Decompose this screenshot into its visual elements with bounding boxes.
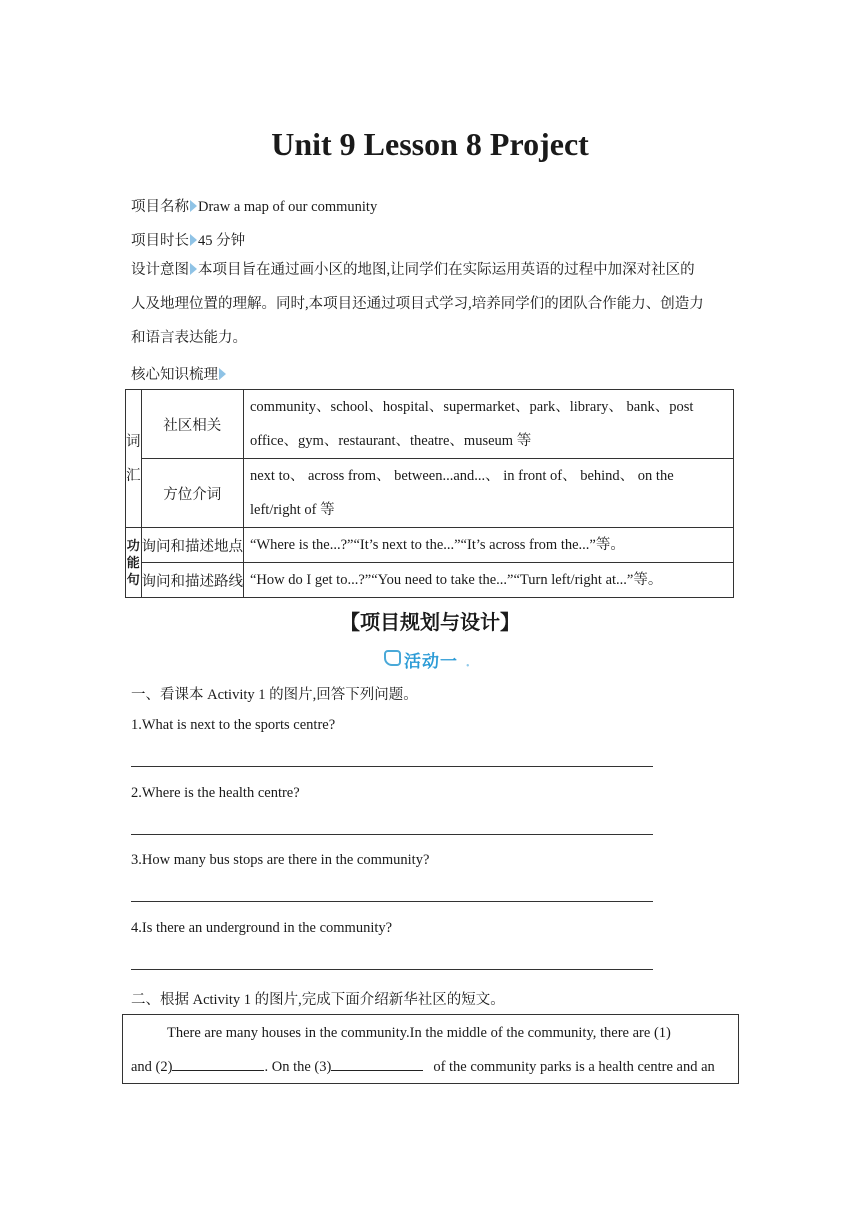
design-intent bbox=[131, 253, 733, 355]
row-content bbox=[244, 459, 734, 528]
answer-line-2[interactable] bbox=[131, 834, 653, 835]
design-intent-line: 本项目旨在通过画小区的地图,让同学们在实际运用英语的过程中加深对社区的 bbox=[198, 262, 695, 278]
passage-text bbox=[131, 1016, 731, 1084]
project-name-value: Draw a map of our community bbox=[198, 199, 378, 215]
row-label: 方位介词 bbox=[141, 459, 244, 528]
row-label: 询问和描述路线 bbox=[141, 563, 244, 598]
row-content-line: left/right of 等 bbox=[250, 502, 335, 518]
project-name-row bbox=[131, 195, 377, 216]
row-label: 询问和描述地点 bbox=[141, 528, 244, 563]
row-content-line: community、school、hospital、supermarket、park、library、 bank、post bbox=[250, 399, 694, 415]
arrow-icon bbox=[190, 234, 197, 246]
table-row bbox=[126, 528, 734, 563]
vocab-category-char: 词 bbox=[126, 433, 141, 450]
row-content: “How do I get to...?”“You need to take the...”“Turn left/right at...”等。 bbox=[244, 563, 734, 598]
passage-text-segment: of the community parks is a health centre and an bbox=[433, 1059, 715, 1075]
blank-2[interactable] bbox=[172, 1056, 264, 1071]
function-category-cell bbox=[126, 528, 142, 598]
question-2: 2.Where is the health centre? bbox=[131, 785, 300, 801]
blank-3[interactable] bbox=[331, 1056, 423, 1071]
answer-line-3[interactable] bbox=[131, 901, 653, 902]
part2-instruction: 二、根据 Activity 1 的图片,完成下面介绍新华社区的短文。 bbox=[131, 992, 505, 1008]
function-category-char: 句 bbox=[126, 572, 140, 587]
project-name-label: 项目名称 bbox=[131, 199, 189, 215]
passage-text-segment: . On the (3) bbox=[264, 1059, 332, 1075]
passage-text-segment: and (2) bbox=[131, 1059, 173, 1075]
design-intent-line: 和语言表达能力。 bbox=[131, 330, 247, 346]
question-1: 1.What is next to the sports centre? bbox=[131, 717, 336, 733]
section-heading: 【项目规划与设计】 bbox=[340, 610, 520, 634]
vocab-category-char: 汇 bbox=[126, 467, 141, 484]
speech-bubble-icon bbox=[384, 650, 401, 666]
table-row bbox=[126, 459, 734, 528]
page-title: Unit 9 Lesson 8 Project bbox=[271, 126, 589, 162]
table-row bbox=[126, 563, 734, 598]
core-knowledge-heading bbox=[131, 363, 227, 384]
arrow-icon bbox=[190, 200, 197, 212]
row-content: “Where is the...?”“It’s next to the...”“It’s across from the...”等。 bbox=[244, 528, 734, 563]
dots-icon: • bbox=[466, 661, 470, 672]
row-label: 社区相关 bbox=[141, 390, 244, 459]
project-duration-label: 项目时长 bbox=[131, 233, 189, 249]
row-content bbox=[244, 390, 734, 459]
activity-badge bbox=[384, 647, 474, 671]
question-3: 3.How many bus stops are there in the community? bbox=[131, 852, 430, 868]
vocab-category-cell bbox=[126, 390, 142, 528]
passage-line: There are many houses in the community.In the middle of the community, there are (1) bbox=[167, 1025, 671, 1041]
part1-instruction: 一、看课本 Activity 1 的图片,回答下列问题。 bbox=[131, 687, 418, 703]
design-intent-line: 人及地理位置的理解。同时,本项目还通过项目式学习,培养同学们的团队合作能力、创造力 bbox=[131, 296, 704, 312]
function-category-char: 能 bbox=[126, 555, 140, 570]
answer-line-1[interactable] bbox=[131, 766, 653, 767]
passage-line bbox=[131, 1050, 731, 1084]
design-intent-label: 设计意图 bbox=[131, 262, 189, 278]
row-content-line: next to、 across from、 between...and...、 in front of、 behind、 on the bbox=[250, 468, 674, 484]
arrow-icon bbox=[190, 263, 197, 275]
question-4: 4.Is there an underground in the community? bbox=[131, 920, 393, 936]
core-knowledge-label: 核心知识梳理 bbox=[131, 367, 218, 383]
project-duration-row bbox=[131, 229, 245, 250]
passage-box bbox=[122, 1014, 739, 1084]
function-category-char: 功 bbox=[126, 538, 140, 553]
row-content-line: office、gym、restaurant、theatre、museum 等 bbox=[250, 433, 532, 449]
arrow-icon bbox=[219, 368, 226, 380]
project-duration-value: 45 分钟 bbox=[198, 233, 246, 249]
activity-badge-label: 活动一 bbox=[404, 652, 458, 672]
knowledge-table bbox=[125, 389, 734, 598]
answer-line-4[interactable] bbox=[131, 969, 653, 970]
table-row bbox=[126, 390, 734, 459]
